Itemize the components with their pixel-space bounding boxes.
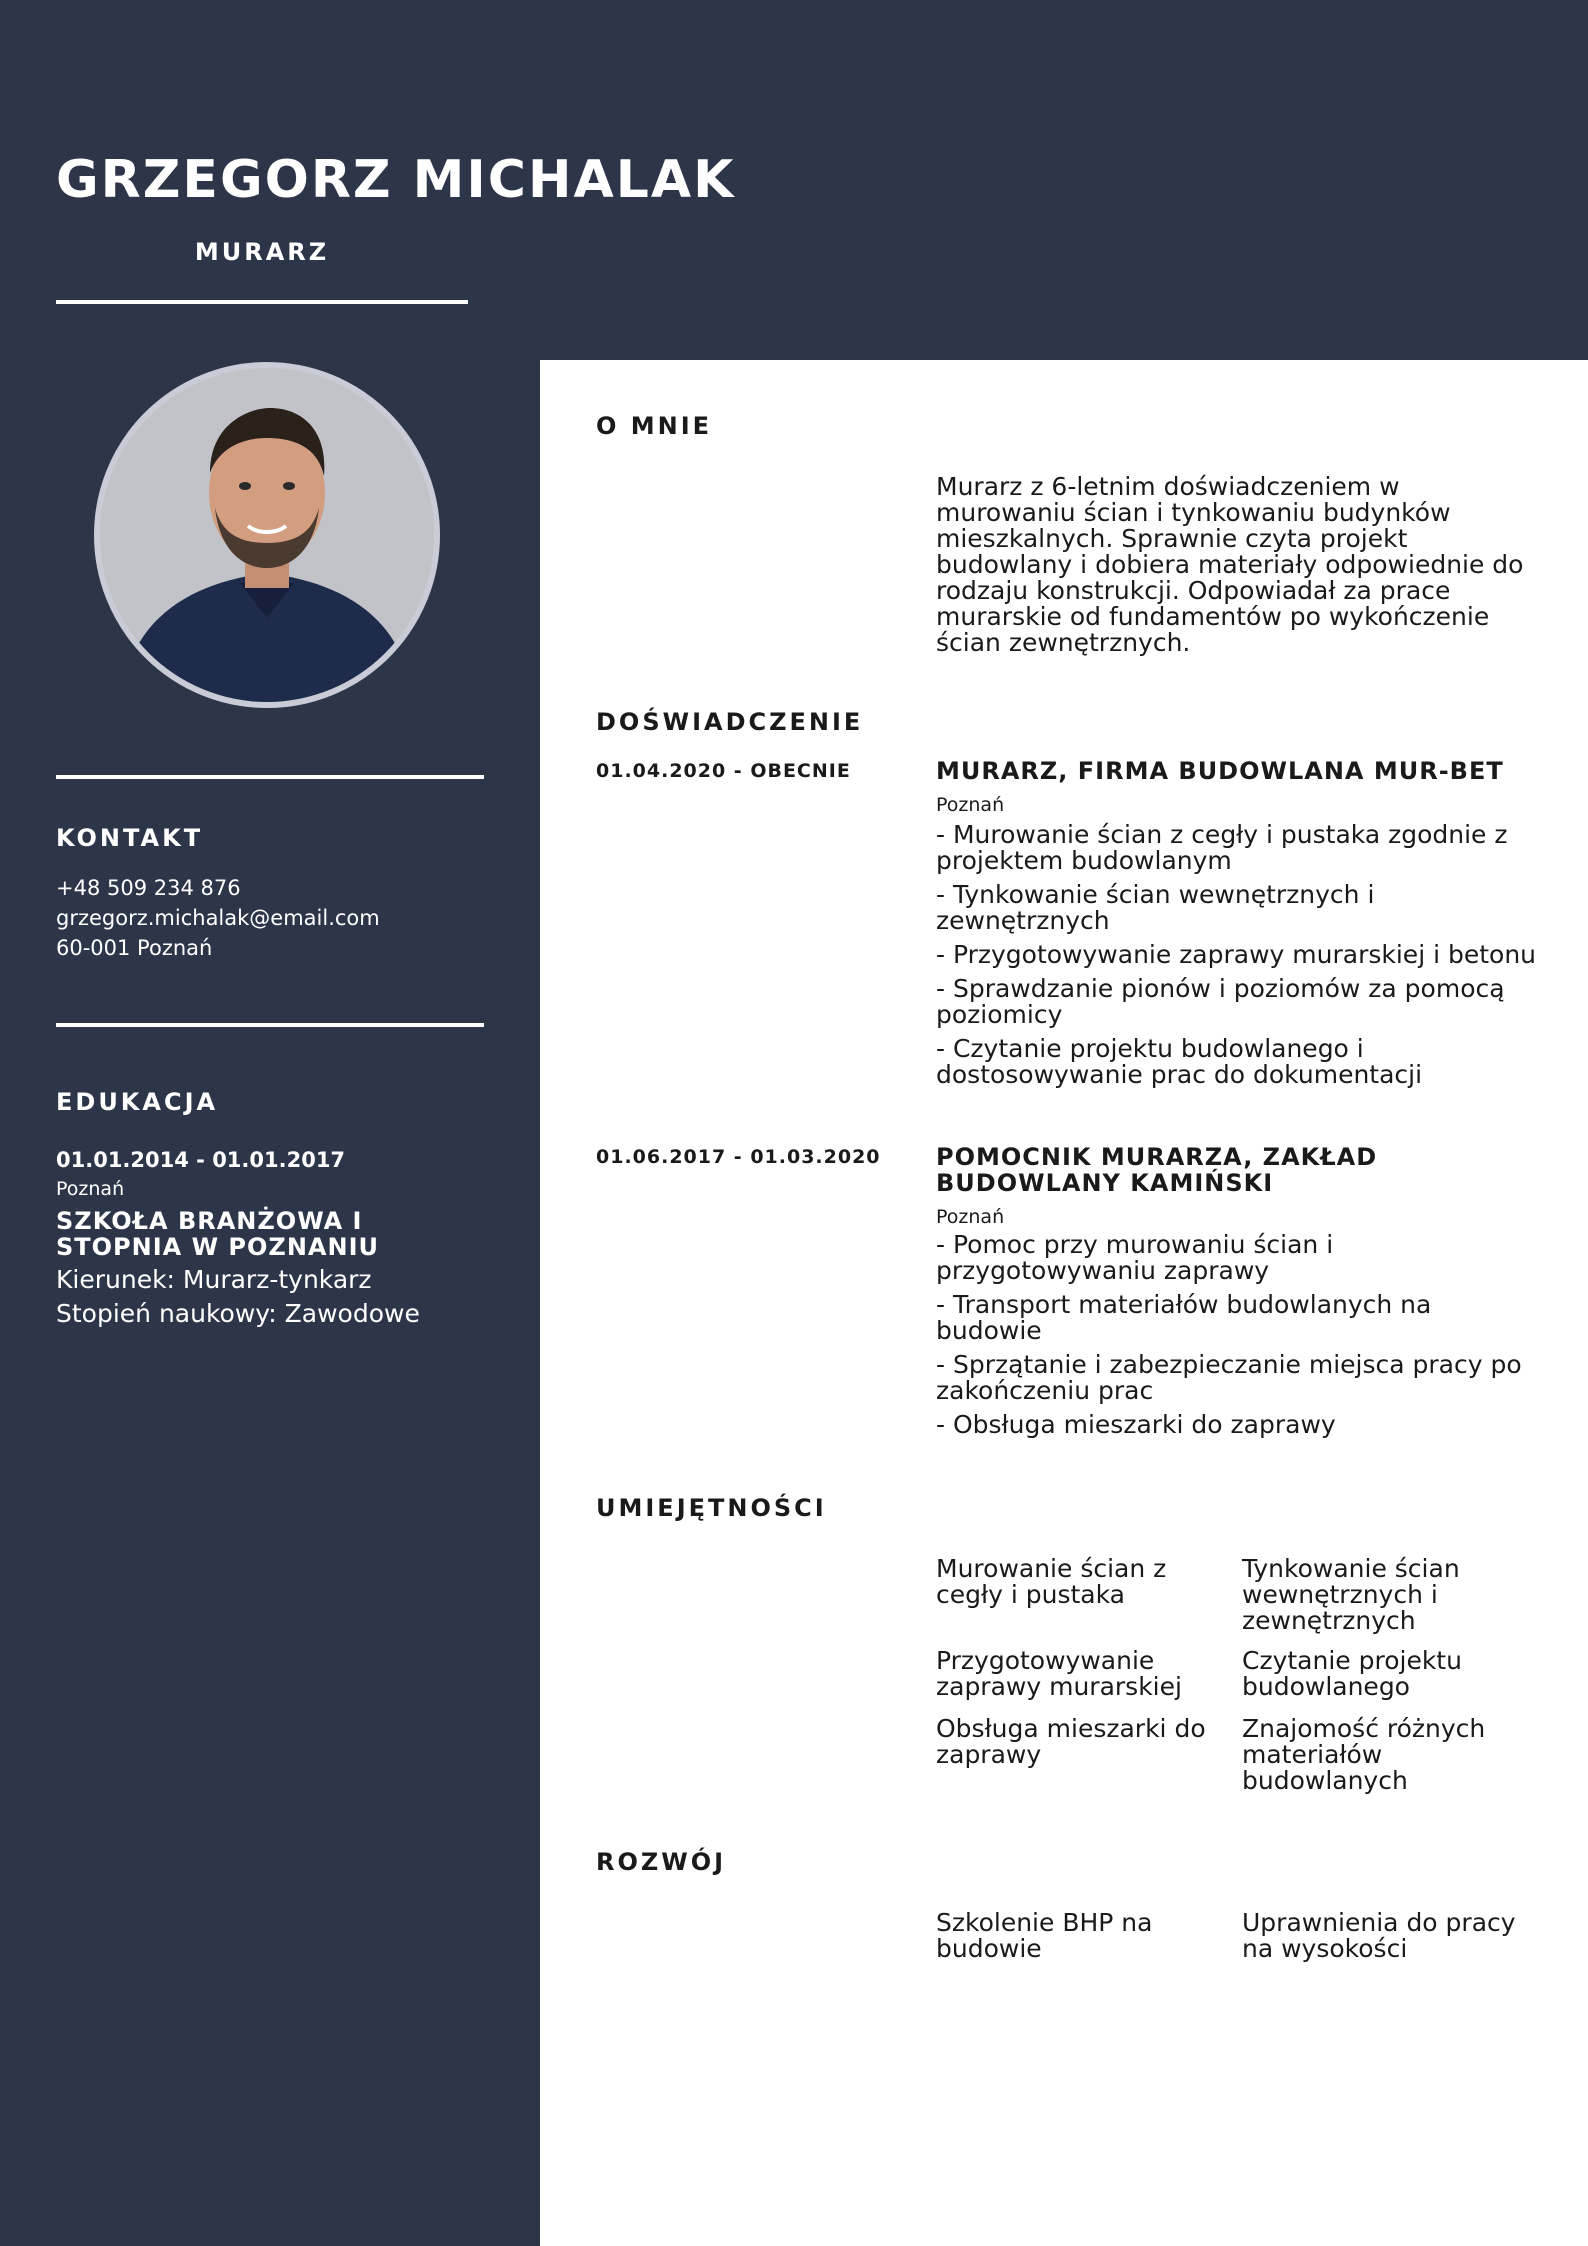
job-duties <box>936 822 1536 1096</box>
skills-heading: UMIEJĘTNOŚCI <box>596 1494 827 1522</box>
job-title: MURARZ, FIRMA BUDOWLANA MUR-BET <box>936 757 1504 785</box>
skill-item: Obsługa mieszarki do zaprawy <box>936 1714 1206 1769</box>
job-duties <box>936 1232 1536 1446</box>
education-city: Poznań <box>56 1178 125 1200</box>
job-city: Poznań <box>936 794 1005 816</box>
list-item: - Obsługa mieszarki do zaprawy <box>936 1410 1336 1439</box>
development-item: Szkolenie BHP na budowie <box>936 1908 1153 1963</box>
main-content <box>540 360 1588 2246</box>
contact-heading: KONTAKT <box>56 824 204 852</box>
list-item: - Pomoc przy murowaniu ścian i przygotowywaniu zaprawy <box>936 1230 1334 1285</box>
skill-item: Czytanie projektu budowlanego <box>1242 1646 1462 1701</box>
contact-email: grzegorz.michalak@email.com <box>56 906 380 930</box>
profile-photo <box>94 362 440 708</box>
divider <box>56 775 484 779</box>
about-text: Murarz z 6-letnim doświadczeniem w murowaniu ścian i tynkowaniu budynków mieszkalnych. Sprawnie czyta projekt budowlany i dobiera materiały odpowiednie do rodzaju konstrukcji. Odpowiadał za prace murarskie od fundamentów po wykończenie ścian zewnętrznych. <box>936 472 1524 657</box>
education-school: SZKOŁA BRANŻOWA I STOPNIA W POZNANIU <box>56 1207 379 1261</box>
list-item: - Transport materiałów budowlanych na budowie <box>936 1290 1432 1345</box>
skill-item: Przygotowywanie zaprawy murarskiej <box>936 1646 1182 1701</box>
development-heading: ROZWÓJ <box>596 1848 727 1876</box>
education-dates: 01.01.2014 - 01.01.2017 <box>56 1148 346 1172</box>
list-item: - Sprawdzanie pionów i poziomów za pomocą poziomicy <box>936 974 1505 1029</box>
education-field: Kierunek: Murarz-tynkarz <box>56 1265 372 1294</box>
education-degree: Stopień naukowy: Zawodowe <box>56 1299 420 1328</box>
skill-item: Znajomość różnych materiałów budowlanych <box>1242 1714 1486 1795</box>
skill-item: Tynkowanie ścian wewnętrznych i zewnętrznych <box>1242 1554 1460 1635</box>
contact-address: 60-001 Poznań <box>56 936 213 960</box>
contact-phone: +48 509 234 876 <box>56 876 241 900</box>
candidate-role: MURARZ <box>194 238 330 266</box>
development-item: Uprawnienia do pracy na wysokości <box>1242 1908 1516 1963</box>
divider <box>56 300 468 304</box>
candidate-name: GRZEGORZ MICHALAK <box>56 150 736 210</box>
list-item: - Czytanie projektu budowlanego i dostosowywanie prac do dokumentacji <box>936 1034 1423 1089</box>
job-dates: 01.04.2020 - OBECNIE <box>596 760 851 782</box>
about-heading: O MNIE <box>596 412 713 440</box>
list-item: - Murowanie ścian z cegły i pustaka zgodnie z projektem budowlanym <box>936 820 1508 875</box>
job-city: Poznań <box>936 1206 1005 1228</box>
skill-item: Murowanie ścian z cegły i pustaka <box>936 1554 1167 1609</box>
divider <box>56 1023 484 1027</box>
list-item: - Przygotowywanie zaprawy murarskiej i betonu <box>936 940 1537 969</box>
education-heading: EDUKACJA <box>56 1088 219 1116</box>
experience-heading: DOŚWIADCZENIE <box>596 708 864 736</box>
job-dates: 01.06.2017 - 01.03.2020 <box>596 1146 881 1168</box>
list-item: - Sprzątanie i zabezpieczanie miejsca pracy po zakończeniu prac <box>936 1350 1522 1405</box>
list-item: - Tynkowanie ścian wewnętrznych i zewnętrznych <box>936 880 1375 935</box>
job-title: POMOCNIK MURARZA, ZAKŁAD BUDOWLANY KAMIŃSKI <box>936 1143 1378 1197</box>
person-portrait-icon <box>100 368 434 702</box>
